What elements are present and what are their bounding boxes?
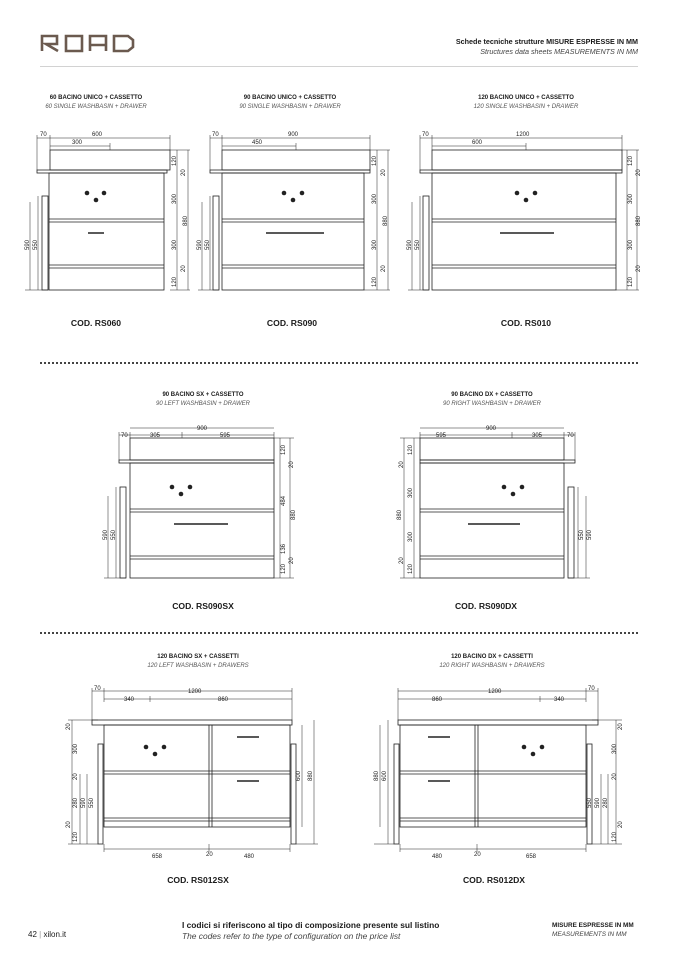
product-code-rs090sx: COD. RS090SX [172,601,234,611]
product-title-rs090: 90 BACINO UNICO + CASSETTO 90 SINGLE WASHBASIN + DRAWER [239,95,341,110]
svg-text:860: 860 [432,697,443,703]
drawing-rs010 [408,130,640,300]
svg-text:120: 120 [172,276,178,287]
svg-text:120: 120 [408,563,414,574]
svg-text:280: 280 [73,797,79,808]
svg-text:340: 340 [124,697,135,703]
svg-text:550: 550 [205,239,211,250]
svg-text:550: 550 [587,797,593,808]
svg-text:300: 300 [172,193,178,204]
svg-text:600: 600 [382,770,388,781]
svg-text:120: 120 [612,831,618,842]
svg-text:20: 20 [66,821,72,828]
product-code-rs012sx: COD. RS012SX [167,875,229,885]
svg-text:590: 590 [25,239,31,250]
svg-text:20: 20 [618,723,624,730]
svg-text:450: 450 [252,140,263,146]
site-link[interactable]: xilon.it [43,930,67,939]
svg-text:590: 590 [595,797,601,808]
drawing-rs090sx [104,424,304,584]
footer-units-en: MEASUREMENTS IN MM [552,930,627,938]
svg-text:20: 20 [474,852,481,858]
svg-text:300: 300 [628,239,634,250]
svg-text:300: 300 [172,239,178,250]
svg-text:480: 480 [432,854,443,860]
svg-text:480: 480 [244,854,255,860]
section-divider-1 [40,362,638,364]
svg-text:880: 880 [374,770,380,781]
svg-text:600: 600 [296,770,302,781]
svg-text:120: 120 [628,155,634,166]
svg-text:590: 590 [103,529,109,540]
svg-text:880: 880 [308,770,314,781]
svg-text:120: 120 [281,444,287,455]
footer-note-en: The codes refer to the type of configuration on the price list [182,931,401,941]
svg-text:20: 20 [381,265,387,272]
svg-text:120: 120 [281,563,287,574]
svg-text:550: 550 [415,239,421,250]
product-title-rs010: 120 BACINO UNICO + CASSETTO 120 SINGLE WASHBASIN + DRAWER [473,95,579,110]
svg-text:20: 20 [206,852,213,858]
svg-text:20: 20 [181,265,187,272]
footer-units-it: MISURE ESPRESSE IN MM [552,922,634,929]
dim-width: 600 [92,132,103,138]
product-code-rs012dx: COD. RS012DX [462,875,526,885]
svg-text:900: 900 [288,132,299,138]
svg-text:880: 880 [383,215,389,226]
dim-half: 300 [72,140,83,146]
svg-text:300: 300 [628,193,634,204]
svg-text:1200: 1200 [188,689,202,695]
svg-text:20: 20 [636,265,642,272]
drawing-rs090dx [392,424,592,584]
header-divider [40,66,638,67]
svg-text:70: 70 [422,132,429,138]
product-title-rs090sx: 90 BACINO SX + CASSETTO 90 LEFT WASHBASIN + DRAWER [156,392,250,407]
svg-text:590: 590 [197,239,203,250]
svg-text:20: 20 [181,169,187,176]
svg-text:70: 70 [567,433,574,439]
header-title-en: Structures data sheets MEASUREMENTS IN MM [480,46,638,56]
svg-text:20: 20 [612,773,618,780]
svg-text:484: 484 [281,495,287,506]
svg-text:860: 860 [218,697,229,703]
drawing-rs012dx [366,684,626,864]
svg-text:658: 658 [526,854,537,860]
svg-text:70: 70 [588,686,595,692]
product-title-rs012dx: 120 BACINO DX + CASSETTI 120 RIGHT WASHBASIN + DRAWERS [439,654,545,669]
svg-text:595: 595 [436,433,447,439]
brand-logo [40,33,136,53]
svg-text:880: 880 [291,509,297,520]
footer-note-it: I codici si riferiscono al tipo di composizione presente sul listino [182,920,440,930]
footer-page: 42 | xilon.it [28,930,67,939]
svg-text:300: 300 [372,193,378,204]
svg-text:600: 600 [472,140,483,146]
product-title-rs060: 60 BACINO UNICO + CASSETTO 60 SINGLE WASHBASIN + DRAWER [45,95,147,110]
svg-text:20: 20 [399,557,405,564]
svg-text:20: 20 [399,461,405,468]
svg-text:20: 20 [289,557,295,564]
svg-text:550: 550 [33,239,39,250]
product-title-rs090dx: 90 BACINO DX + CASSETTO 90 RIGHT WASHBASIN + DRAWER [443,392,541,407]
svg-text:20: 20 [636,169,642,176]
drawing-rs090 [198,130,398,300]
svg-text:120: 120 [73,831,79,842]
svg-text:20: 20 [289,461,295,468]
svg-text:550: 550 [111,529,117,540]
svg-text:590: 590 [587,529,593,540]
svg-text:590: 590 [407,239,413,250]
svg-text:880: 880 [397,509,403,520]
svg-text:900: 900 [486,426,497,432]
svg-text:900: 900 [197,426,208,432]
svg-text:120: 120 [372,276,378,287]
svg-text:305: 305 [532,433,543,439]
svg-text:1200: 1200 [488,689,502,695]
product-code-rs090: COD. RS090 [266,318,318,328]
svg-text:590: 590 [81,797,87,808]
header-title-it: Schede tecniche strutture MISURE ESPRESSE IN MM [455,37,638,46]
header-title [456,37,638,56]
svg-text:280: 280 [603,797,609,808]
drawing-rs060 [20,130,190,300]
svg-text:70: 70 [212,132,219,138]
svg-text:70: 70 [94,686,101,692]
product-code-rs010: COD. RS010 [500,318,552,328]
drawing-rs012sx [62,684,322,864]
svg-text:20: 20 [73,773,79,780]
svg-text:300: 300 [408,531,414,542]
svg-text:136: 136 [281,543,287,554]
dim-side: 70 [40,132,47,138]
svg-text:300: 300 [73,743,79,754]
svg-text:595: 595 [220,433,231,439]
product-title-rs012sx: 120 BACINO SX + CASSETTI 120 LEFT WASHBASIN + DRAWERS [147,654,249,669]
svg-text:20: 20 [66,723,72,730]
section-divider-2 [40,632,638,634]
svg-text:305: 305 [150,433,161,439]
svg-text:340: 340 [554,697,565,703]
page-number: 42 [28,930,37,939]
product-code-rs090dx: COD. RS090DX [454,601,518,611]
svg-text:658: 658 [152,854,163,860]
footer-note [182,920,439,942]
svg-text:70: 70 [121,433,128,439]
product-code-rs060: COD. RS060 [70,318,122,328]
svg-text:880: 880 [183,215,189,226]
svg-text:300: 300 [372,239,378,250]
svg-text:880: 880 [636,215,642,226]
svg-text:120: 120 [372,155,378,166]
svg-text:20: 20 [618,821,624,828]
svg-text:1200: 1200 [516,132,530,138]
svg-text:300: 300 [408,487,414,498]
svg-text:120: 120 [172,155,178,166]
svg-text:300: 300 [612,743,618,754]
svg-text:550: 550 [579,529,585,540]
svg-text:20: 20 [381,169,387,176]
svg-text:120: 120 [408,444,414,455]
svg-text:550: 550 [89,797,95,808]
svg-text:120: 120 [628,276,634,287]
footer-units [552,922,634,939]
